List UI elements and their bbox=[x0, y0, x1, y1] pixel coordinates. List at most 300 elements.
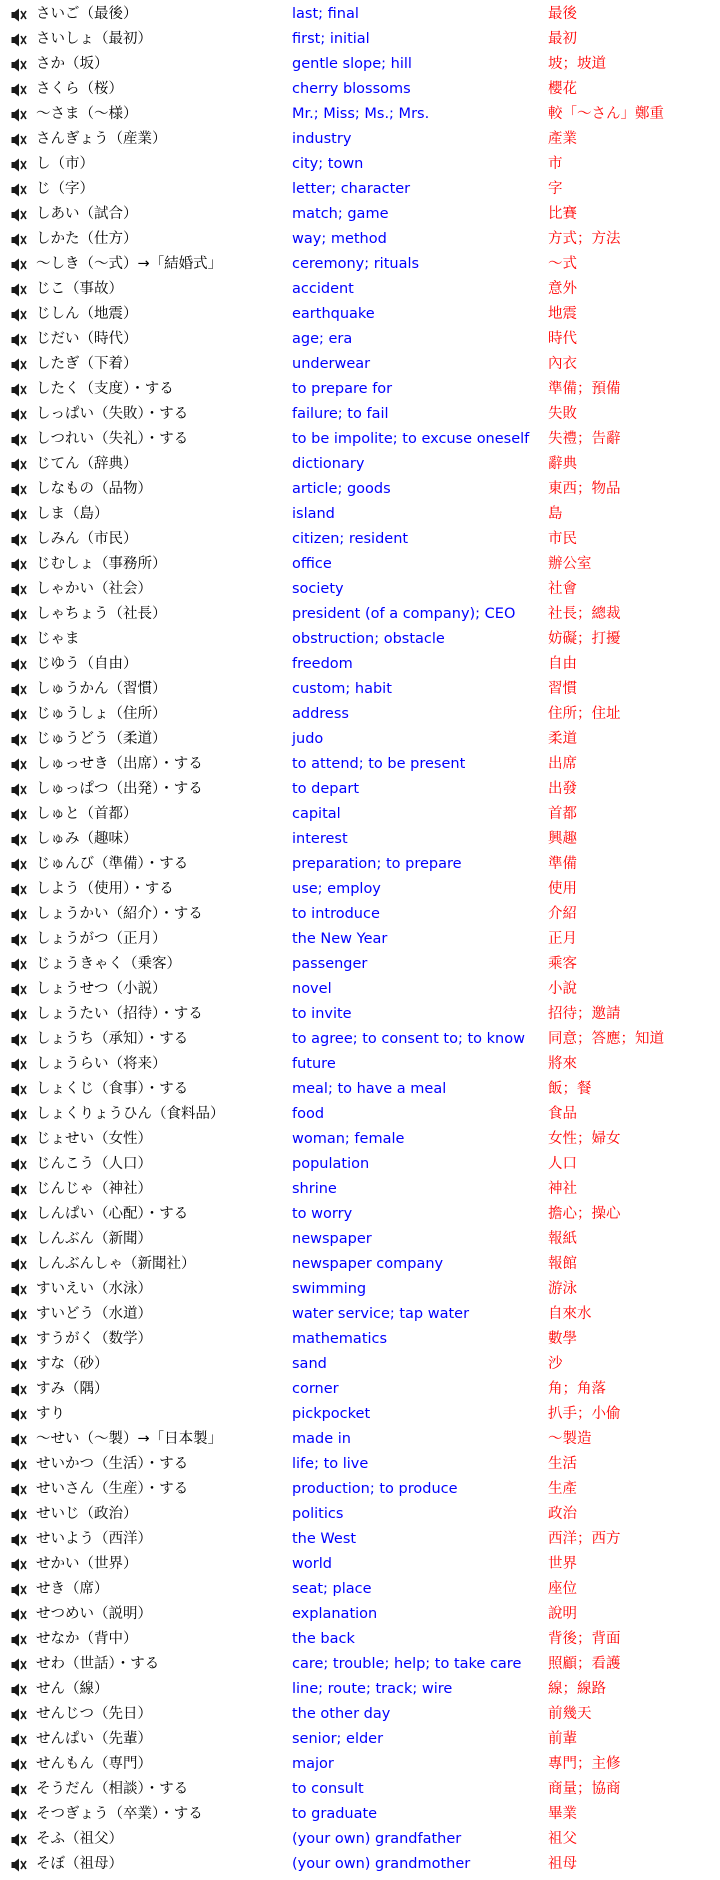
english-meaning: the back bbox=[292, 1631, 355, 1647]
speaker-icon[interactable] bbox=[11, 783, 27, 797]
english-meaning: novel bbox=[292, 981, 332, 997]
japanese-term: せいじ（政治） bbox=[36, 1506, 138, 1522]
speaker-icon[interactable] bbox=[11, 658, 27, 672]
chinese-meaning: 失禮；告辭 bbox=[548, 431, 621, 447]
speaker-icon[interactable] bbox=[11, 158, 27, 172]
vocab-row bbox=[0, 2, 720, 27]
speaker-icon[interactable] bbox=[11, 1808, 27, 1822]
vocab-row bbox=[0, 1227, 720, 1252]
japanese-term: じゅうしょ（住所） bbox=[36, 706, 167, 722]
japanese-term: したく（支度）・する bbox=[36, 381, 174, 397]
japanese-term: ～しき（～式）→「結婚式」 bbox=[36, 256, 223, 272]
speaker-icon[interactable] bbox=[11, 33, 27, 47]
japanese-term: しんぶんしゃ（新聞社） bbox=[36, 1256, 196, 1272]
speaker-icon[interactable] bbox=[11, 1408, 27, 1422]
chinese-meaning: 專門；主修 bbox=[548, 1756, 621, 1772]
chinese-meaning: 時代 bbox=[548, 331, 577, 347]
japanese-term: しょうかい（紹介）・する bbox=[36, 906, 203, 922]
speaker-icon[interactable] bbox=[11, 833, 27, 847]
english-meaning: water service; tap water bbox=[292, 1306, 470, 1322]
japanese-term: せき（席） bbox=[36, 1581, 109, 1597]
english-meaning: major bbox=[292, 1756, 334, 1772]
chinese-meaning: 妨礙；打擾 bbox=[548, 631, 621, 647]
english-meaning: newspaper company bbox=[292, 1256, 444, 1272]
vocab-row bbox=[0, 777, 720, 802]
chinese-meaning: 政治 bbox=[548, 1506, 577, 1522]
vocab-row bbox=[0, 802, 720, 827]
english-meaning: dictionary bbox=[292, 456, 365, 472]
speaker-icon[interactable] bbox=[11, 1233, 27, 1247]
vocab-row bbox=[0, 1577, 720, 1602]
speaker-icon[interactable] bbox=[11, 1583, 27, 1597]
chinese-meaning: 辭典 bbox=[548, 456, 577, 472]
japanese-term: そつぎょう（卒業）・する bbox=[36, 1806, 203, 1822]
vocab-row bbox=[0, 1202, 720, 1227]
english-meaning: (your own) grandmother bbox=[292, 1856, 471, 1872]
vocab-row bbox=[0, 652, 720, 677]
chinese-meaning: 習慣 bbox=[548, 681, 577, 697]
chinese-meaning: 櫻花 bbox=[548, 81, 577, 97]
speaker-icon[interactable] bbox=[11, 1733, 27, 1747]
english-meaning: interest bbox=[292, 831, 348, 847]
speaker-icon[interactable] bbox=[11, 958, 27, 972]
speaker-icon[interactable] bbox=[11, 433, 27, 447]
japanese-term: しつれい（失礼）・する bbox=[36, 431, 189, 447]
english-meaning: corner bbox=[292, 1381, 339, 1397]
japanese-term: しゃかい（社会） bbox=[36, 581, 152, 597]
vocab-row bbox=[0, 1527, 720, 1552]
chinese-meaning: 正月 bbox=[548, 931, 577, 947]
japanese-term: じょせい（女性） bbox=[36, 1131, 152, 1147]
english-meaning: line; route; track; wire bbox=[292, 1681, 453, 1697]
chinese-meaning: 坡；坡道 bbox=[548, 56, 606, 72]
vocab-row bbox=[0, 1502, 720, 1527]
english-meaning: to worry bbox=[292, 1206, 353, 1222]
chinese-meaning: 世界 bbox=[548, 1556, 577, 1572]
english-meaning: pickpocket bbox=[292, 1406, 371, 1422]
japanese-term: じ（字） bbox=[36, 181, 94, 197]
english-meaning: match; game bbox=[292, 206, 389, 222]
speaker-icon[interactable] bbox=[11, 1008, 27, 1022]
japanese-term: しょうがつ（正月） bbox=[36, 931, 167, 947]
japanese-term: しっぱい（失敗）・する bbox=[36, 406, 189, 422]
japanese-term: せわ（世話）・する bbox=[36, 1656, 160, 1672]
chinese-meaning: 興趣 bbox=[548, 831, 577, 847]
vocab-row bbox=[0, 427, 720, 452]
vocab-row bbox=[0, 902, 720, 927]
chinese-meaning: 準備；預備 bbox=[548, 381, 621, 397]
english-meaning: freedom bbox=[292, 656, 353, 672]
japanese-term: すうがく（数学） bbox=[36, 1331, 152, 1347]
english-meaning: mathematics bbox=[292, 1331, 388, 1347]
english-meaning: address bbox=[292, 706, 349, 722]
speaker-icon[interactable] bbox=[11, 1608, 27, 1622]
english-meaning: obstruction; obstacle bbox=[292, 631, 445, 647]
speaker-icon[interactable] bbox=[11, 1383, 27, 1397]
speaker-icon[interactable] bbox=[11, 1483, 27, 1497]
vocab-row bbox=[0, 77, 720, 102]
japanese-term: せんぱい（先輩） bbox=[36, 1731, 152, 1747]
chinese-meaning: 背後；背面 bbox=[548, 1631, 621, 1647]
speaker-icon[interactable] bbox=[11, 1758, 27, 1772]
chinese-meaning: 祖父 bbox=[548, 1831, 577, 1847]
vocab-row bbox=[0, 377, 720, 402]
english-meaning: woman; female bbox=[292, 1131, 405, 1147]
speaker-icon[interactable] bbox=[11, 1458, 27, 1472]
speaker-icon[interactable] bbox=[11, 1508, 27, 1522]
speaker-icon[interactable] bbox=[11, 983, 27, 997]
chinese-meaning: 市 bbox=[548, 156, 563, 172]
speaker-icon[interactable] bbox=[11, 1158, 27, 1172]
speaker-icon[interactable] bbox=[11, 708, 27, 722]
vocab-row bbox=[0, 602, 720, 627]
chinese-meaning: 首都 bbox=[548, 806, 577, 822]
speaker-icon[interactable] bbox=[11, 308, 27, 322]
vocab-row bbox=[0, 1252, 720, 1277]
japanese-term: しゅっぱつ（出発）・する bbox=[36, 781, 203, 797]
vocab-row bbox=[0, 1277, 720, 1302]
english-meaning: production; to produce bbox=[292, 1481, 458, 1497]
chinese-meaning: 人口 bbox=[548, 1156, 577, 1172]
chinese-meaning: 內衣 bbox=[548, 356, 577, 372]
speaker-icon[interactable] bbox=[11, 1433, 27, 1447]
japanese-term: じだい（時代） bbox=[36, 331, 138, 347]
vocab-row bbox=[0, 1352, 720, 1377]
chinese-meaning: 說明 bbox=[548, 1606, 577, 1622]
chinese-meaning: 最初 bbox=[548, 31, 577, 47]
speaker-icon[interactable] bbox=[11, 1683, 27, 1697]
japanese-term: すな（砂） bbox=[36, 1356, 109, 1372]
speaker-icon[interactable] bbox=[11, 633, 27, 647]
english-meaning: life; to live bbox=[292, 1456, 369, 1472]
japanese-term: せかい（世界） bbox=[36, 1556, 138, 1572]
vocab-row bbox=[0, 1452, 720, 1477]
speaker-icon[interactable] bbox=[11, 183, 27, 197]
vocab-row bbox=[0, 727, 720, 752]
japanese-term: しなもの（品物） bbox=[36, 481, 152, 497]
english-meaning: to attend; to be present bbox=[292, 756, 466, 772]
japanese-term: ～せい（～製）→「日本製」 bbox=[36, 1431, 223, 1447]
speaker-icon[interactable] bbox=[11, 1108, 27, 1122]
chinese-meaning: 同意；答應；知道 bbox=[548, 1031, 664, 1047]
english-meaning: way; method bbox=[292, 231, 387, 247]
speaker-icon[interactable] bbox=[11, 1058, 27, 1072]
english-meaning: to graduate bbox=[292, 1806, 378, 1822]
japanese-term: しょうち（承知）・する bbox=[36, 1031, 189, 1047]
vocab-row bbox=[0, 752, 720, 777]
vocab-row bbox=[0, 702, 720, 727]
english-meaning: cherry blossoms bbox=[292, 81, 411, 97]
speaker-icon[interactable] bbox=[11, 1358, 27, 1372]
vocab-row bbox=[0, 927, 720, 952]
speaker-icon[interactable] bbox=[11, 58, 27, 72]
english-meaning: future bbox=[292, 1056, 336, 1072]
japanese-term: じてん（辞典） bbox=[36, 456, 138, 472]
speaker-icon[interactable] bbox=[11, 858, 27, 872]
chinese-meaning: 報紙 bbox=[548, 1231, 577, 1247]
japanese-term: じゅんび（準備）・する bbox=[36, 856, 189, 872]
japanese-term: じこ（事故） bbox=[36, 281, 123, 297]
english-meaning: (your own) grandfather bbox=[292, 1831, 462, 1847]
vocab-row bbox=[0, 402, 720, 427]
english-meaning: to agree; to consent to; to know bbox=[292, 1031, 525, 1047]
speaker-icon[interactable] bbox=[11, 908, 27, 922]
vocab-row bbox=[0, 1177, 720, 1202]
speaker-icon[interactable] bbox=[11, 83, 27, 97]
chinese-meaning: 準備 bbox=[548, 856, 577, 872]
speaker-icon[interactable] bbox=[11, 1333, 27, 1347]
chinese-meaning: 沙 bbox=[548, 1356, 563, 1372]
speaker-icon[interactable] bbox=[11, 108, 27, 122]
chinese-meaning: 柔道 bbox=[548, 731, 577, 747]
speaker-icon[interactable] bbox=[11, 883, 27, 897]
chinese-meaning: 擔心；操心 bbox=[548, 1206, 621, 1222]
speaker-icon[interactable] bbox=[11, 483, 27, 497]
japanese-term: さくら（桜） bbox=[36, 81, 123, 97]
japanese-term: しゃちょう（社長） bbox=[36, 606, 167, 622]
speaker-icon[interactable] bbox=[11, 1533, 27, 1547]
japanese-term: しま（島） bbox=[36, 506, 109, 522]
chinese-meaning: 角；角落 bbox=[548, 1381, 606, 1397]
speaker-icon[interactable] bbox=[11, 1558, 27, 1572]
vocab-row bbox=[0, 102, 720, 127]
vocab-row bbox=[0, 502, 720, 527]
vocab-row bbox=[0, 227, 720, 252]
vocab-row bbox=[0, 477, 720, 502]
japanese-term: じゆう（自由） bbox=[36, 656, 138, 672]
vocab-row bbox=[0, 1777, 720, 1802]
chinese-meaning: 照顧；看護 bbox=[548, 1656, 621, 1672]
speaker-icon[interactable] bbox=[11, 233, 27, 247]
chinese-meaning: 女性；婦女 bbox=[548, 1131, 621, 1147]
english-meaning: swimming bbox=[292, 1281, 367, 1297]
speaker-icon[interactable] bbox=[11, 1208, 27, 1222]
english-meaning: island bbox=[292, 506, 335, 522]
vocab-row bbox=[0, 827, 720, 852]
vocab-row bbox=[0, 1627, 720, 1652]
speaker-icon[interactable] bbox=[11, 333, 27, 347]
english-meaning: Mr.; Miss; Ms.; Mrs. bbox=[292, 106, 430, 122]
english-meaning: society bbox=[292, 581, 344, 597]
chinese-meaning: 社長；總裁 bbox=[548, 606, 621, 622]
english-meaning: article; goods bbox=[292, 481, 391, 497]
vocab-row bbox=[0, 1752, 720, 1777]
speaker-icon[interactable] bbox=[11, 733, 27, 747]
vocab-row bbox=[0, 1402, 720, 1427]
japanese-term: しゅみ（趣味） bbox=[36, 831, 138, 847]
japanese-term: しょうせつ（小説） bbox=[36, 981, 167, 997]
speaker-icon[interactable] bbox=[11, 1083, 27, 1097]
speaker-icon[interactable] bbox=[11, 383, 27, 397]
japanese-term: せいよう（西洋） bbox=[36, 1531, 152, 1547]
vocab-row bbox=[0, 1427, 720, 1452]
vocab-row bbox=[0, 1802, 720, 1827]
chinese-meaning: 地震 bbox=[548, 306, 577, 322]
chinese-meaning: 西洋；西方 bbox=[548, 1531, 621, 1547]
speaker-icon[interactable] bbox=[11, 408, 27, 422]
japanese-term: せんもん（専門） bbox=[36, 1756, 152, 1772]
vocab-row bbox=[0, 552, 720, 577]
japanese-term: じゅうどう（柔道） bbox=[36, 731, 167, 747]
speaker-icon[interactable] bbox=[11, 758, 27, 772]
speaker-icon[interactable] bbox=[11, 1633, 27, 1647]
speaker-icon[interactable] bbox=[11, 258, 27, 272]
vocab-row bbox=[0, 1002, 720, 1027]
chinese-meaning: 數學 bbox=[548, 1331, 577, 1347]
chinese-meaning: 生活 bbox=[548, 1456, 577, 1472]
vocab-row bbox=[0, 352, 720, 377]
chinese-meaning: 東西；物品 bbox=[548, 481, 621, 497]
chinese-meaning: 神社 bbox=[548, 1181, 577, 1197]
vocab-row bbox=[0, 202, 720, 227]
english-meaning: politics bbox=[292, 1506, 344, 1522]
chinese-meaning: 較「～さん」鄭重 bbox=[548, 106, 664, 122]
vocab-row bbox=[0, 27, 720, 52]
speaker-icon[interactable] bbox=[11, 558, 27, 572]
chinese-meaning: 出發 bbox=[548, 781, 577, 797]
chinese-meaning: 游泳 bbox=[548, 1281, 577, 1297]
vocab-row bbox=[0, 527, 720, 552]
chinese-meaning: 比賽 bbox=[548, 206, 577, 222]
japanese-term: そふ（祖父） bbox=[36, 1831, 123, 1847]
chinese-meaning: 社會 bbox=[548, 581, 577, 597]
speaker-icon[interactable] bbox=[11, 1133, 27, 1147]
speaker-icon[interactable] bbox=[11, 933, 27, 947]
english-meaning: food bbox=[292, 1106, 325, 1122]
vocab-row bbox=[0, 627, 720, 652]
vocab-row bbox=[0, 1677, 720, 1702]
chinese-meaning: 商量；協商 bbox=[548, 1781, 621, 1797]
speaker-icon[interactable] bbox=[11, 1183, 27, 1197]
english-meaning: city; town bbox=[292, 156, 364, 172]
speaker-icon[interactable] bbox=[11, 208, 27, 222]
japanese-term: せんじつ（先日） bbox=[36, 1706, 152, 1722]
chinese-meaning: 意外 bbox=[548, 281, 577, 297]
vocab-row bbox=[0, 1652, 720, 1677]
vocab-row bbox=[0, 52, 720, 77]
english-meaning: underwear bbox=[292, 356, 371, 372]
vocab-row bbox=[0, 1302, 720, 1327]
speaker-icon[interactable] bbox=[11, 583, 27, 597]
japanese-term: しょくりょうひん（食料品） bbox=[36, 1106, 225, 1122]
chinese-meaning: 辦公室 bbox=[548, 556, 592, 572]
japanese-term: すみ（隅） bbox=[36, 1381, 109, 1397]
chinese-meaning: 介紹 bbox=[548, 906, 577, 922]
speaker-icon[interactable] bbox=[11, 1308, 27, 1322]
speaker-icon[interactable] bbox=[11, 1258, 27, 1272]
english-meaning: letter; character bbox=[292, 181, 411, 197]
japanese-term: そぼ（祖母） bbox=[36, 1856, 123, 1872]
chinese-meaning: 座位 bbox=[548, 1581, 577, 1597]
vocab-row bbox=[0, 1077, 720, 1102]
english-meaning: world bbox=[292, 1556, 332, 1572]
speaker-icon[interactable] bbox=[11, 8, 27, 22]
english-meaning: ceremony; rituals bbox=[292, 256, 420, 272]
vocab-row bbox=[0, 877, 720, 902]
english-meaning: last; final bbox=[292, 6, 359, 22]
japanese-term: さか（坂） bbox=[36, 56, 109, 72]
english-meaning: newspaper bbox=[292, 1231, 372, 1247]
speaker-icon[interactable] bbox=[11, 533, 27, 547]
vocab-row bbox=[0, 1852, 720, 1877]
chinese-meaning: 產業 bbox=[548, 131, 577, 147]
japanese-term: しあい（試合） bbox=[36, 206, 138, 222]
vocab-row bbox=[0, 1377, 720, 1402]
vocab-row bbox=[0, 1152, 720, 1177]
japanese-term: しょくじ（食事）・する bbox=[36, 1081, 189, 1097]
japanese-term: しょうらい（将来） bbox=[36, 1056, 167, 1072]
vocab-row bbox=[0, 852, 720, 877]
speaker-icon[interactable] bbox=[11, 808, 27, 822]
speaker-icon[interactable] bbox=[11, 1858, 27, 1872]
japanese-term: しんぶん（新聞） bbox=[36, 1231, 152, 1247]
japanese-term: せいさん（生産）・する bbox=[36, 1481, 189, 1497]
english-meaning: gentle slope; hill bbox=[292, 56, 412, 72]
speaker-icon[interactable] bbox=[11, 608, 27, 622]
vocab-row bbox=[0, 277, 720, 302]
vocab-row bbox=[0, 252, 720, 277]
chinese-meaning: 報館 bbox=[548, 1256, 577, 1272]
japanese-term: し（市） bbox=[36, 156, 94, 172]
speaker-icon[interactable] bbox=[11, 1033, 27, 1047]
english-meaning: preparation; to prepare bbox=[292, 856, 462, 872]
english-meaning: judo bbox=[292, 731, 324, 747]
speaker-icon[interactable] bbox=[11, 1833, 27, 1847]
english-meaning: use; employ bbox=[292, 881, 381, 897]
english-meaning: sand bbox=[292, 1356, 327, 1372]
chinese-meaning: 自來水 bbox=[548, 1306, 592, 1322]
english-meaning: to prepare for bbox=[292, 381, 393, 397]
chinese-meaning: 祖母 bbox=[548, 1856, 577, 1872]
english-meaning: accident bbox=[292, 281, 354, 297]
speaker-icon[interactable] bbox=[11, 1283, 27, 1297]
speaker-icon[interactable] bbox=[11, 683, 27, 697]
chinese-meaning: 出席 bbox=[548, 756, 577, 772]
speaker-icon[interactable] bbox=[11, 283, 27, 297]
vocab-row bbox=[0, 677, 720, 702]
japanese-term: さいご（最後） bbox=[36, 6, 138, 22]
speaker-icon[interactable] bbox=[11, 458, 27, 472]
english-meaning: custom; habit bbox=[292, 681, 392, 697]
speaker-icon[interactable] bbox=[11, 1783, 27, 1797]
chinese-meaning: ～製造 bbox=[548, 1431, 592, 1447]
chinese-meaning: 畢業 bbox=[548, 1806, 577, 1822]
vocab-row bbox=[0, 1702, 720, 1727]
speaker-icon[interactable] bbox=[11, 508, 27, 522]
chinese-meaning: 市民 bbox=[548, 531, 577, 547]
chinese-meaning: 招待；邀請 bbox=[548, 1006, 621, 1022]
speaker-icon[interactable] bbox=[11, 1708, 27, 1722]
english-meaning: seat; place bbox=[292, 1581, 372, 1597]
speaker-icon[interactable] bbox=[11, 1658, 27, 1672]
vocab-row bbox=[0, 1127, 720, 1152]
chinese-meaning: 最後 bbox=[548, 6, 577, 22]
speaker-icon[interactable] bbox=[11, 358, 27, 372]
english-meaning: earthquake bbox=[292, 306, 375, 322]
chinese-meaning: 失敗 bbox=[548, 406, 577, 422]
chinese-meaning: 扒手；小偷 bbox=[548, 1406, 621, 1422]
speaker-icon[interactable] bbox=[11, 133, 27, 147]
vocab-row bbox=[0, 1052, 720, 1077]
vocab-row bbox=[0, 1027, 720, 1052]
english-meaning: passenger bbox=[292, 956, 368, 972]
japanese-term: すいえい（水泳） bbox=[36, 1281, 152, 1297]
japanese-term: さんぎょう（産業） bbox=[36, 131, 167, 147]
vocab-row bbox=[0, 302, 720, 327]
vocab-row bbox=[0, 1552, 720, 1577]
english-meaning: industry bbox=[292, 131, 352, 147]
english-meaning: the West bbox=[292, 1531, 357, 1547]
